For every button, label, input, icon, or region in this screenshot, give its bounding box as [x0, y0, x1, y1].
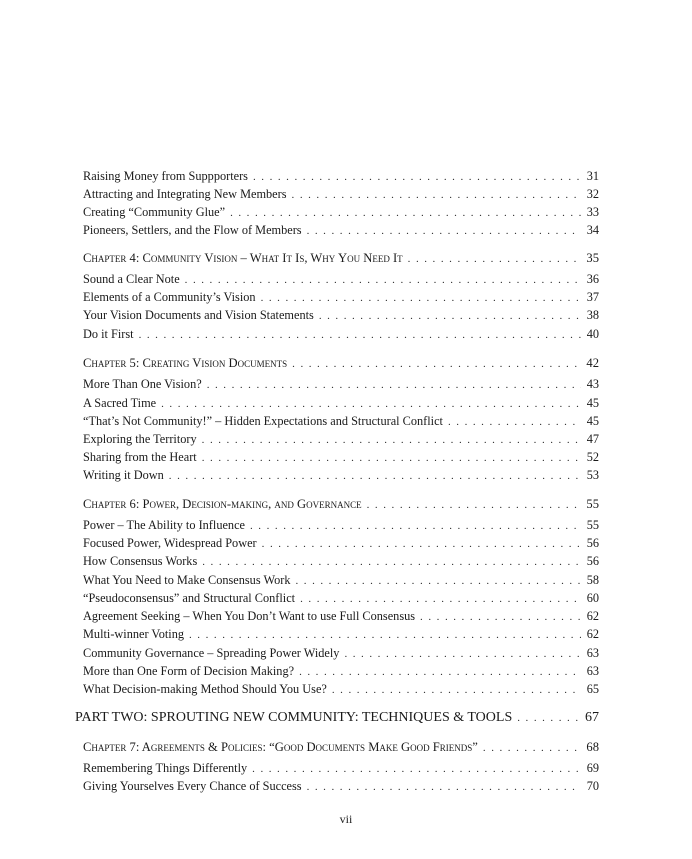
- toc-entry-title: Pioneers, Settlers, and the Flow of Members: [83, 223, 302, 237]
- part-page: 67: [585, 710, 599, 725]
- toc-entry: [83, 572, 599, 589]
- toc-entry: [83, 449, 599, 466]
- toc-entry-title: What You Need to Make Consensus Work: [83, 573, 291, 587]
- toc-entry: [83, 590, 599, 607]
- toc-entry: [83, 307, 599, 324]
- toc-entry: [83, 645, 599, 662]
- toc-entry-title: How Consensus Works: [83, 554, 198, 568]
- toc-entry: [83, 778, 599, 795]
- toc-entry: [83, 760, 599, 777]
- toc-entry-page: 62: [586, 609, 599, 623]
- toc-entry: [83, 663, 599, 680]
- toc-entry: [83, 535, 599, 552]
- toc-entry-title: “That’s Not Community!” – Hidden Expectations and Structural Conflict: [83, 414, 443, 428]
- toc-entry: [83, 517, 599, 534]
- toc-chapter-heading: [83, 250, 599, 267]
- toc-entry-page: 56: [586, 536, 599, 550]
- toc-entry-page: 33: [586, 205, 599, 219]
- toc-entry: [83, 222, 599, 239]
- toc-entry-title: Community Governance – Spreading Power Widely: [83, 646, 340, 660]
- toc-entry-title: Do it First: [83, 327, 134, 341]
- toc-entry-title: Power – The Ability to Influence: [83, 518, 245, 532]
- toc-entry-title: Elements of a Community’s Vision: [83, 290, 256, 304]
- toc-entry: [83, 376, 599, 393]
- part-title: PART TWO: SPROUTING NEW COMMUNITY: TECHNIQUES & TOOLS: [75, 710, 513, 725]
- toc-entry-page: 38: [586, 308, 599, 322]
- toc-entry-title: “Pseudoconsensus” and Structural Conflict: [83, 591, 296, 605]
- toc-entry-page: 58: [586, 573, 599, 587]
- toc-entry-title: Sharing from the Heart: [83, 450, 197, 464]
- toc-entry-page: 52: [586, 450, 599, 464]
- chapter-page: 55: [586, 497, 599, 511]
- chapter-page: 42: [586, 356, 599, 370]
- toc-entry: [83, 553, 599, 570]
- toc-chapter-heading: [83, 355, 599, 372]
- toc-entry-page: 63: [586, 664, 599, 678]
- chapter-page: 68: [586, 740, 599, 754]
- chapter-title: Chapter 4: Community Vision – What It Is, Why You Need It: [83, 251, 403, 265]
- toc-entry: [83, 289, 599, 306]
- toc-entry-title: Your Vision Documents and Vision Statements: [83, 308, 314, 322]
- toc-entry-title: Raising Money from Suppporters: [83, 169, 248, 183]
- toc-entry: [83, 413, 599, 430]
- toc-part-heading: [75, 710, 599, 726]
- toc-entry-page: 55: [586, 518, 599, 532]
- toc-entry-title: Focused Power, Widespread Power: [83, 536, 257, 550]
- toc-entry-title: Multi-winner Voting: [83, 627, 184, 641]
- chapter-title: Chapter 6: Power, Decision-making, and Governance: [83, 497, 362, 511]
- toc-entry-title: Agreement Seeking – When You Don’t Want to use Full Consensus: [83, 609, 416, 623]
- toc-entry-page: 45: [586, 414, 599, 428]
- toc-chapter-heading: [83, 496, 599, 513]
- toc-entry: [83, 204, 599, 221]
- toc-entry: [83, 608, 599, 625]
- toc-entry-page: 45: [586, 396, 599, 410]
- toc-entry-page: 37: [586, 290, 599, 304]
- chapter-title: Chapter 5: Creating Vision Documents: [83, 356, 288, 370]
- toc-entry-title: A Sacred Time: [83, 396, 157, 410]
- toc-entry: [83, 271, 599, 288]
- toc-entry-title: Giving Yourselves Every Chance of Success: [83, 779, 302, 793]
- chapter-title: Chapter 7: Agreements & Policies: “Good Documents Make Good Friends”: [83, 740, 478, 754]
- toc-entry-title: Exploring the Territory: [83, 432, 197, 446]
- toc-entry: [83, 326, 599, 343]
- toc-entry-page: 70: [586, 779, 599, 793]
- toc-chapter-heading: [83, 739, 599, 756]
- toc-entry-page: 60: [586, 591, 599, 605]
- toc-entry: [83, 186, 599, 203]
- toc-entry-page: 65: [586, 682, 599, 696]
- toc-entry-title: Creating “Community Glue”: [83, 205, 226, 219]
- toc-entry-title: Sound a Clear Note: [83, 272, 180, 286]
- toc-entry: [83, 431, 599, 448]
- toc-entry-title: More than One Form of Decision Making?: [83, 664, 295, 678]
- toc-entry-page: 53: [586, 468, 599, 482]
- toc-entry: [83, 681, 599, 698]
- toc-entry-title: Writing it Down: [83, 468, 164, 482]
- toc-entry-title: More Than One Vision?: [83, 377, 202, 391]
- toc-entry-page: 62: [586, 627, 599, 641]
- toc-entry-page: 63: [586, 646, 599, 660]
- toc-entry-page: 32: [586, 187, 599, 201]
- toc-entry-page: 69: [586, 761, 599, 775]
- toc-entry-page: 36: [586, 272, 599, 286]
- toc-entry-title: Remembering Things Differently: [83, 761, 248, 775]
- toc-entry: [83, 467, 599, 484]
- toc-entry-page: 34: [586, 223, 599, 237]
- toc-entry-page: 56: [586, 554, 599, 568]
- toc-entry-page: 31: [586, 169, 599, 183]
- toc-entry-page: 40: [586, 327, 599, 341]
- toc-entry-page: 43: [586, 377, 599, 391]
- toc-entry: [83, 168, 599, 185]
- toc-entry-title: Attracting and Integrating New Members: [83, 187, 287, 201]
- chapter-page: 35: [586, 251, 599, 265]
- toc-entry-title: What Decision-making Method Should You Use?: [83, 682, 327, 696]
- toc-entry: [83, 626, 599, 643]
- toc-entry: [83, 395, 599, 412]
- toc-entry-page: 47: [586, 432, 599, 446]
- page-number: vii: [339, 812, 353, 826]
